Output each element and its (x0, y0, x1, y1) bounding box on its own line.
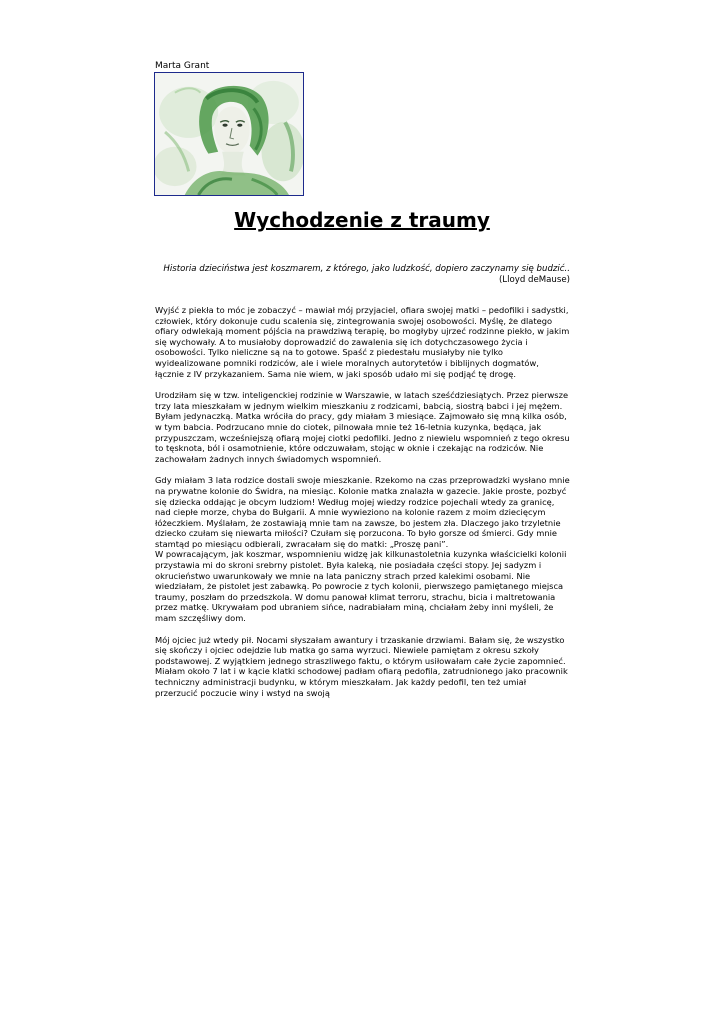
article-body (155, 305, 570, 709)
epigraph-quote: Historia dzieciństwa jest koszmarem, z którego, jako ludzkość, dopiero zaczynamy się budzić.. (163, 264, 570, 274)
paragraph: Gdy miałam 3 lata rodzice dostali swoje mieszkanie. Rzekomo na czas przeprowadzki wysłano mnie na prywatne kolonie do Świdra, na miesiąc. Kolonie matka znalazła w gazecie. Jakie proste, pozbyć się dziecka oddając je obcym ludziom! Według mojej wiedzy rodzice pojechali wtedy za granicę, nad ciepłe morze, chyba do Bułgarii. A mnie wywieziono na kolonie razem z moim dziecięcym łóżeczkiem. Myślałam, że zostawiają mnie tam na zawsze, bo jestem zła. Dlaczego jako trzyletnie dziecko czułam się niewarta miłości? Czułam się porzucona. To było gorsze od śmierci. Gdy mnie stamtąd po miesiącu odbierali, zwracałam się do matki: „Proszę pani”. (155, 475, 570, 549)
author-name: Marta Grant (155, 61, 210, 71)
portrait-painting-icon (154, 72, 304, 196)
paragraph: Mój ojciec już wtedy pił. Nocami słyszałam awantury i trzaskanie drzwiami. Bałam się, że wszystko się skończy i ojciec odejdzie lub matka go sama wyrzuci. Niewiele pamiętam z okresu szkoły podstawowej. Z wyjątkiem jednego straszliwego faktu, o którym usiłowałam całe życie zapomnieć. Miałam około 7 lat i w kącie klatki schodowej padłam ofiarą pedofila, zatrudnionego jako pracownik techniczny administracji budynku, w którym mieszkałam. Jak każdy pedofil, ten też umiał przerzucić poczucie winy i wstyd na swoją (155, 634, 568, 698)
paragraph: W powracającym, jak koszmar, wspomnieniu widzę jak kilkunastoletnia kuzynka właścicielki kolonii przystawia mi do skroni srebrny pistolet. Była kaleką, nie posiadała części stopy. Jej sadyzm i okrucieństwo uwarunkowały we mnie na lata paniczny strach przed kalekimi osobami. Nie wiedziałam, że pistolet jest zabawką. Po powrocie z tych kolonii, pierwszego pamiętanego miejsca traumy, poszłam do przedszkola. W domu panował klimat terroru, strachu, bicia i maltretowania przez matkę. Ukrywałam pod ubraniem sińce, nadrabiałam miną, chciałam żeby inni myśleli, że mam szczęśliwy dom. (155, 549, 567, 624)
epigraph-source: (Lloyd deMause) (498, 275, 570, 285)
paragraph: Urodziłam się w tzw. inteligenckiej rodzinie w Warszawie, w latach sześćdziesiątych. Przez pierwsze trzy lata mieszkałam w jednym wielkim mieszkaniu z rodzicami, babcią, siostrą babci i jej mężem. Byłam jedynaczką. Matka wróciła do pracy, gdy miałam 3 miesiące. Zajmowało się mną kilka osób, w tym babcia. Podrzucano mnie do ciotek, pilnowała mnie też 16-letnia kuzynka, będąca, jak przypuszczam, wcześniejszą ofiarą mojej ciotki pedofilki. Jedno z niewielu wspomnień z tego okresu to tęsknota, ból i osamotnienie, które odczuwałam, stojąc w oknie i czekając na rodziców. Nie zachowałam żadnych innych świadomych wspomnień. (155, 390, 570, 464)
document-title: Wychodzenie z traumy (234, 208, 490, 232)
paragraph: Wyjść z piekła to móc je zobaczyć – mawiał mój przyjaciel, ofiara swojej matki – pedofilki i sadystki, człowiek, który dokonuje cudu scalenia się, zintegrowania swojej osobowości. Myślę, że dlatego ofiary odwlekają moment pójścia na prawdziwą terapię, bo mogłyby ujrzeć rodzinne piekło, w jakim się wychowały. A to musiałoby doprowadzić do zawalenia się ich dotychczasowego życia i osobowości. Tylko nieliczne są na to gotowe. Spaść z piedestału musiałyby nie tylko wyidealizowane pomniki rodziców, ale i wiele moralnych autorytetów i biblijnych dogmatów, łącznie z IV przykazaniem. Sama nie wiem, w jaki sposób udało mi się podjąć tę drogę. (155, 305, 570, 379)
epigraph (150, 264, 570, 286)
portrait-illustration (155, 73, 303, 195)
